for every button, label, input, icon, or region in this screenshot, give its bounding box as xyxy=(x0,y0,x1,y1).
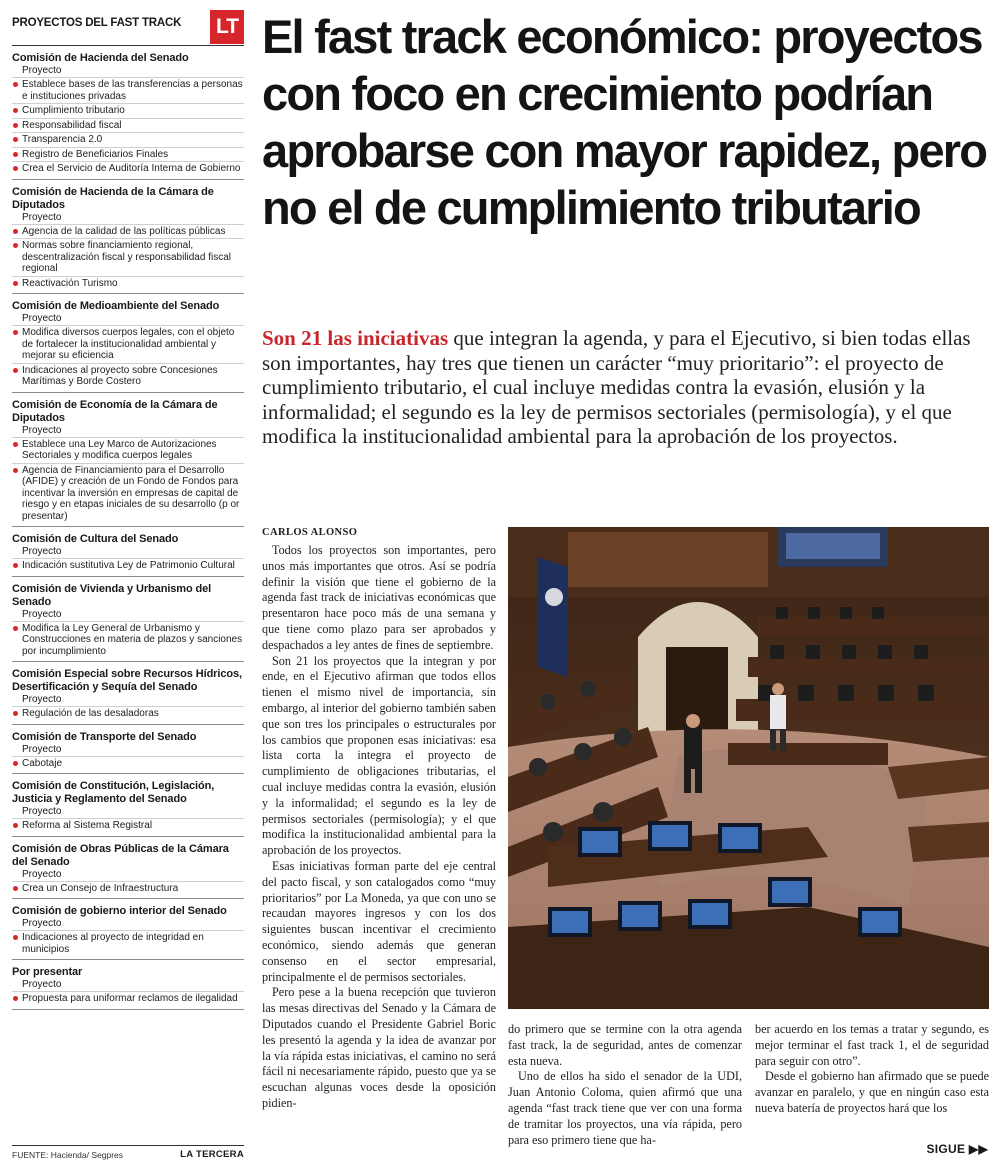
project-item-label: Propuesta para uniformar reclamos de ilegalidad xyxy=(22,993,238,1004)
project-item xyxy=(12,558,244,573)
commission-subtitle: Proyecto xyxy=(22,979,62,990)
bullet-icon xyxy=(13,229,18,234)
body-paragraph: Todos los proyectos son importantes, pero unos más importantes que otros. Así se podría definir la visión que tiene el gobierno de la agenda fast track de iniciativas económicas que presentaron hace poco más de una semana y que tiene como plazo para ser aprobados y despachados a ley antes de fines de septiembre. xyxy=(262,543,496,652)
commission-group xyxy=(12,393,244,528)
sidebar-title: PROYECTOS DEL FAST TRACK xyxy=(12,17,182,29)
senate-chamber-photo xyxy=(508,527,989,1009)
bullet-icon xyxy=(13,166,18,171)
project-item-label: Reactivación Turismo xyxy=(22,277,118,289)
project-item xyxy=(12,991,244,1006)
commission-title: Comisión de Economía de la Cámara de Diputados xyxy=(12,398,218,424)
lead-text: que integran la agenda, y para el Ejecutivo, si bien todas ellas son importantes, hay tres que tienen un carácter “muy prioritario”: el proyecto de cumplimiento tributario, el cual incluye medidas contra la evasión, elusión y la informalidad; el segundo es la ley de permisos sectoriales (permisología), y el que modifica la institucionalidad ambiental para la aprobación de los proyectos. xyxy=(262,326,971,448)
project-item xyxy=(12,77,244,103)
body-column-1 xyxy=(262,543,496,1155)
project-item xyxy=(12,756,244,771)
commission-group xyxy=(12,577,244,663)
project-item xyxy=(12,276,244,291)
body-paragraph: do primero que se termine con la otra agenda fast track, la de seguridad, antes de comenzar esta nueva. xyxy=(508,1022,742,1068)
bullet-icon xyxy=(13,886,18,891)
project-item-label: Agencia de Financiamiento para el Desarrollo (AFIDE) y creación de un Fondo de Fondos para incentivar la inversión en empresas de capital de riesgo y en etapas iniciales de su desarrollo (p or presentar) xyxy=(22,464,240,522)
byline: CARLOS ALONSO xyxy=(262,527,358,538)
continued-marker: SIGUE ▶▶ xyxy=(926,1142,988,1156)
sidebar-header xyxy=(12,10,244,46)
commission-subtitle: Proyecto xyxy=(22,424,62,436)
project-item xyxy=(12,881,244,896)
newspaper-name: LA TERCERA xyxy=(180,1149,244,1160)
bullet-icon xyxy=(13,626,18,631)
sidebar-footer xyxy=(12,1145,244,1160)
project-item xyxy=(12,238,244,276)
bullet-icon xyxy=(13,281,18,286)
project-item-label: Indicaciones al proyecto sobre Concesiones Marítimas y Borde Costero xyxy=(22,364,218,387)
commission-title: Comisión Especial sobre Recursos Hídricos, Desertificación y Sequía del Senado xyxy=(12,668,242,693)
project-item-label: Crea un Consejo de Infraestructura xyxy=(22,882,179,894)
bullet-icon xyxy=(13,468,18,473)
body-paragraph: Son 21 los proyectos que la integran y por ende, en el Ejecutivo afirman que todos ellos tienen el mismo nivel de importancia, sin embargo, al interior del gobierno también saben que son tres los principales o estructurales por los cambios que proponen esas iniciativas: esa lista corta la integra el proyecto de cumplimiento de obligaciones tributarias, el cual incluye medidas contra la evasión, elusión y la informalidad; el segundo es la ley de permisos sectoriales (permisología); y el que modifica la institucionalidad ambiental para la aprobación de los proyectos. xyxy=(262,653,496,858)
project-item-label: Regulación de las desaladoras xyxy=(22,708,159,719)
commission-group xyxy=(12,180,244,295)
project-item-label: Indicaciones al proyecto de integridad en municipios xyxy=(22,932,204,955)
project-item xyxy=(12,706,244,721)
project-item-label: Establece una Ley Marco de Autorizaciones Sectoriales y modifica cuerpos legales xyxy=(22,438,217,461)
project-item-label: Normas sobre financiamiento regional, descentralización fiscal y responsabilidad fiscal regional xyxy=(22,240,231,274)
commission-title: Comisión de gobierno interior del Senado xyxy=(12,905,227,917)
bullet-icon xyxy=(13,123,18,128)
lead-highlight: Son 21 las iniciativas xyxy=(262,326,449,350)
project-item xyxy=(12,132,244,147)
commission-title: Comisión de Constitución, Legislación, Justicia y Reglamento del Senado xyxy=(12,780,215,805)
project-item-label: Crea el Servicio de Auditoría Interna de Gobierno xyxy=(22,163,241,174)
commission-title: Comisión de Hacienda del Senado xyxy=(12,52,189,64)
commission-subtitle: Proyecto xyxy=(22,868,62,880)
commission-group xyxy=(12,294,244,393)
body-column-2 xyxy=(508,1022,742,1152)
project-item-label: Establece bases de las transferencias a personas e instituciones privadas xyxy=(22,79,243,102)
bullet-icon xyxy=(13,935,18,940)
commission-subtitle: Proyecto xyxy=(22,608,62,620)
project-item-label: Registro de Beneficiarios Finales xyxy=(22,148,169,160)
commission-group xyxy=(12,46,244,180)
bullet-icon xyxy=(13,152,18,157)
body-paragraph: Desde el gobierno han afirmado que se puede avanzar en paralelo, y que en ningún caso esta nueva batería de proyectos hará que los xyxy=(755,1069,989,1115)
bullet-icon xyxy=(13,108,18,113)
project-item xyxy=(12,621,244,659)
commission-group xyxy=(12,662,244,725)
project-item xyxy=(12,103,244,118)
commission-title: Comisión de Transporte del Senado xyxy=(12,730,197,743)
bullet-icon xyxy=(13,996,18,1001)
bullet-icon xyxy=(13,442,18,447)
commission-subtitle: Proyecto xyxy=(22,694,62,705)
project-item xyxy=(12,161,244,176)
project-item xyxy=(12,325,244,363)
project-item xyxy=(12,437,244,463)
commission-title: Comisión de Medioambiente del Senado xyxy=(12,300,220,312)
commission-group xyxy=(12,774,244,837)
body-column-3 xyxy=(755,1022,989,1122)
projects-sidebar xyxy=(12,10,244,1160)
bullet-icon xyxy=(13,368,18,373)
commission-group xyxy=(12,899,244,960)
commission-subtitle: Proyecto xyxy=(22,546,62,557)
commission-group xyxy=(12,837,244,900)
lt-logo: LT xyxy=(210,10,244,44)
commission-subtitle: Proyecto xyxy=(22,211,62,223)
commission-list xyxy=(12,46,244,1010)
commission-title: Por presentar xyxy=(12,966,83,978)
bullet-icon xyxy=(13,711,18,716)
commission-group xyxy=(12,960,244,1010)
commission-group xyxy=(12,527,244,577)
project-item xyxy=(12,147,244,162)
body-paragraph: Esas iniciativas forman parte del eje central del pacto fiscal, y son catalogados como “muy prioritarios” por La Moneda, ya que con uno se recaudan mayores ingresos y con los dos siguientes buscan incentivar el crecimiento económico, siendo además que generan consenso en el sector empresarial, principalmente el de permisos sectoriales. xyxy=(262,858,496,984)
project-item xyxy=(12,224,244,239)
bullet-icon xyxy=(13,761,18,766)
commission-subtitle: Proyecto xyxy=(22,743,62,755)
commission-title: Comisión de Cultura del Senado xyxy=(12,533,179,545)
project-item-label: Modifica la Ley General de Urbanismo y Construcciones en materia de plazos y sanciones por incumplimiento xyxy=(22,622,243,657)
project-item xyxy=(12,463,244,524)
bullet-icon xyxy=(13,243,18,248)
commission-title: Comisión de Vivienda y Urbanismo del Senado xyxy=(12,582,212,608)
bullet-icon xyxy=(13,82,18,87)
project-item xyxy=(12,818,244,833)
project-item-label: Transparencia 2.0 xyxy=(22,134,103,145)
project-item-label: Modifica diversos cuerpos legales, con el objeto de fortalecer la institucionalidad ambiental y mejorar su eficiencia xyxy=(22,327,235,361)
commission-subtitle: Proyecto xyxy=(22,313,62,324)
commission-subtitle: Proyecto xyxy=(22,65,62,76)
project-item xyxy=(12,363,244,389)
body-paragraph: Uno de ellos ha sido el senador de la UDI, Juan Antonio Coloma, quien afirmó que una agenda “fast track tiene que ver con una forma de tramitar los proyectos, una vía rápida, pero para eso primero tiene que ha- xyxy=(508,1069,742,1147)
project-item-label: Responsabilidad fiscal xyxy=(22,119,122,131)
bullet-icon xyxy=(13,137,18,142)
bullet-icon xyxy=(13,823,18,828)
commission-subtitle: Proyecto xyxy=(22,806,62,817)
project-item-label: Cabotaje xyxy=(22,757,63,769)
commission-group xyxy=(12,725,244,775)
source-note: FUENTE: Hacienda/ Segpres xyxy=(12,1150,124,1160)
commission-title: Comisión de Obras Públicas de la Cámara del Senado xyxy=(12,842,229,868)
bullet-icon xyxy=(13,563,18,568)
bullet-icon xyxy=(13,330,18,335)
headline: El fast track económico: proyectos con foco en crecimiento podrían aprobarse con mayor rapidez, pero no el de cumplimiento tributario xyxy=(262,10,987,234)
lead-paragraph xyxy=(262,326,990,449)
project-item-label: Cumplimiento tributario xyxy=(22,105,125,116)
project-item xyxy=(12,930,244,956)
project-item-label: Agencia de la calidad de las políticas públicas xyxy=(22,225,226,237)
commission-title: Comisión de Hacienda de la Cámara de Diputados xyxy=(12,185,214,211)
project-item xyxy=(12,118,244,133)
senate-chamber-illustration xyxy=(508,527,989,1009)
body-paragraph: Pero pese a la buena recepción que tuvieron las mesas directivas del Senado y la Cámara de Diputados cuando el Presidente Gabriel Boric les presentó la agenda y la idea de avanzar por la vía rápida estas iniciativas, el camino no será fácil ni necesariamente rápido, puesto que ya se escuchan algunas voces desde la oposición pidien- xyxy=(262,985,496,1110)
body-paragraph: ber acuerdo en los temas a tratar y segundo, es mejor terminar el fast track 1, el de seguridad para seguir con otro”. xyxy=(755,1022,989,1068)
project-item-label: Reforma al Sistema Registral xyxy=(22,820,153,831)
commission-subtitle: Proyecto xyxy=(22,918,62,929)
project-item-label: Indicación sustitutiva Ley de Patrimonio Cultural xyxy=(22,560,235,571)
